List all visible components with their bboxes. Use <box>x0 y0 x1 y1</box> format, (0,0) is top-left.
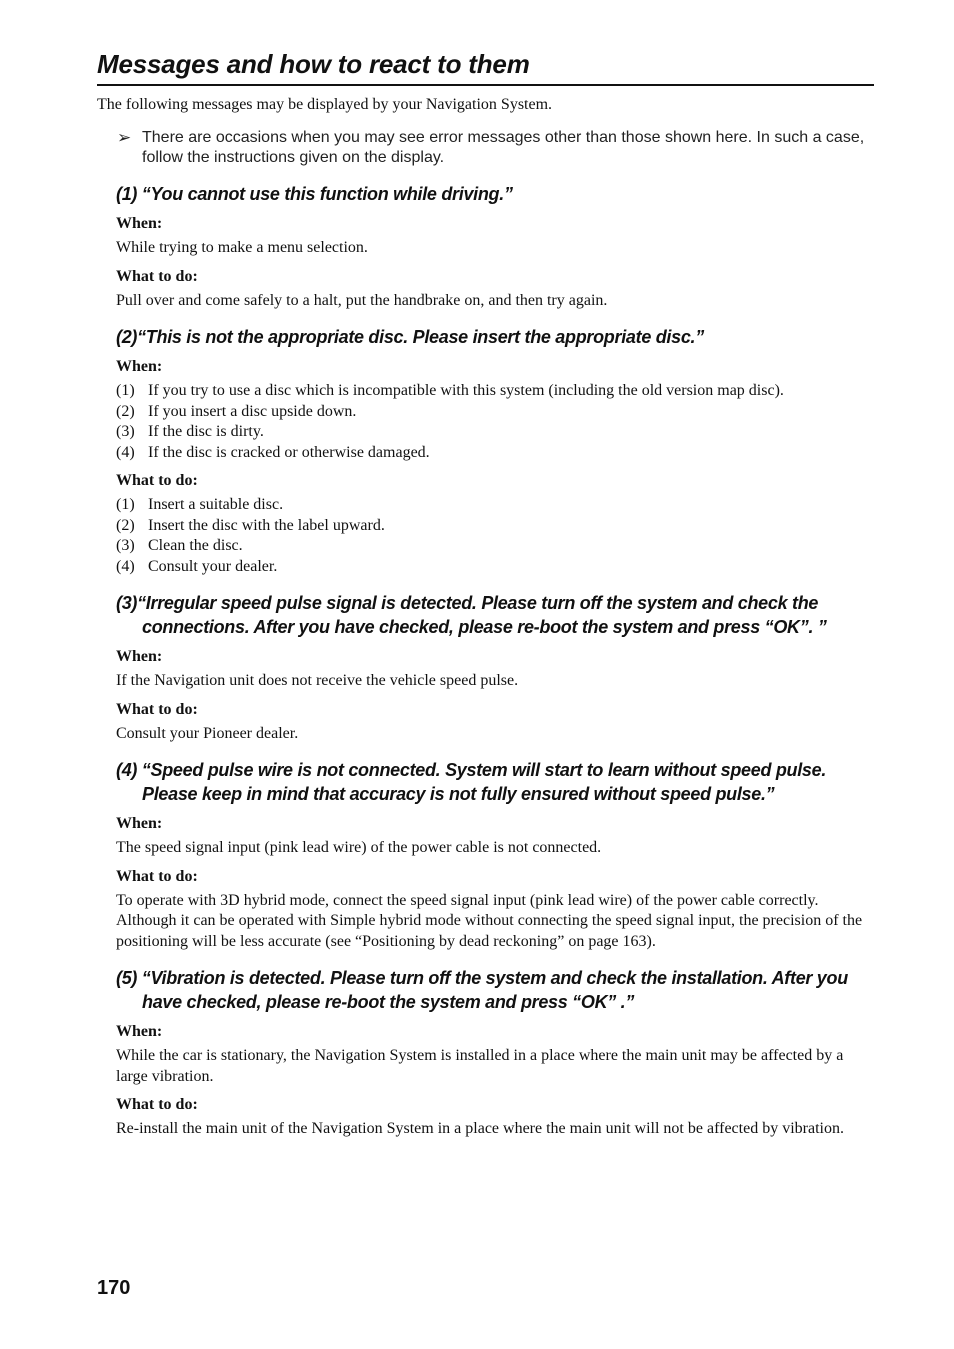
when-label: When: <box>116 648 163 665</box>
what-to-do-label: What to do: <box>116 472 198 489</box>
message-heading: (5) “Vibration is detected. Please turn off the system and check the installation. After you have checked, please re-boot the system and press “OK” .” <box>116 968 848 1012</box>
message-heading: (4) “Speed pulse wire is not connected. System will start to learn without speed pulse. Please keep in mind that accuracy is not fully ensured without speed pulse.” <box>116 760 827 804</box>
what-to-do-text: Re-install the main unit of the Navigation System in a place where the main unit will not be affected by vibration. <box>116 1120 844 1137</box>
what-to-do-label: What to do: <box>116 267 198 285</box>
list-item: (2) Insert the disc with the label upward. <box>116 516 385 534</box>
page-content <box>97 48 874 1140</box>
page-number: 170 <box>97 1277 131 1299</box>
list-item: (3) If the disc is dirty. <box>116 423 264 440</box>
note-arrow-icon: ➢ <box>117 128 132 147</box>
message-section-2 <box>116 325 874 577</box>
message-section-1 <box>116 182 874 311</box>
what-to-do-text: Consult your Pioneer dealer. <box>116 724 299 742</box>
when-label: When: <box>116 358 163 375</box>
what-to-do-label: What to do: <box>116 867 198 885</box>
when-list <box>116 381 874 463</box>
what-to-do-text: Pull over and come safely to a halt, put the handbrake on, and then try again. <box>116 291 608 309</box>
message-heading: (3)“Irregular speed pulse signal is detected. Please turn off the system and check the connections. After you have checked, please re-boot the system and press “OK”. ” <box>116 593 827 637</box>
list-item: (4) If the disc is cracked or otherwise damaged. <box>116 443 430 461</box>
what-to-do-text: To operate with 3D hybrid mode, connect the speed signal input (pink lead wire) of the power cable correctly. Although it can be operated with Simple hybrid mode without connecting the speed signal input, the precision of the positioning will be less accurate (see “Positioning by dead reckoning” on page 163). <box>116 891 863 950</box>
list-item: (1) If you try to use a disc which is incompatible with this system (including the old version map disc). <box>116 382 784 399</box>
message-heading: (1) “You cannot use this function while driving.” <box>116 184 513 204</box>
note <box>117 128 874 168</box>
what-to-do-list <box>116 495 874 577</box>
message-section-3 <box>116 591 874 744</box>
what-to-do-label: What to do: <box>116 1096 198 1113</box>
when-label: When: <box>116 815 163 832</box>
when-text: While the car is stationary, the Navigation System is installed in a place where the main unit may be affected by a large vibration. <box>116 1047 844 1085</box>
list-item: (1) Insert a suitable disc. <box>116 496 284 513</box>
when-label: When: <box>116 215 163 232</box>
list-item: (4) Consult your dealer. <box>116 557 278 575</box>
intro-text: The following messages may be displayed by your Navigation System. <box>97 96 553 113</box>
page-title: Messages and how to react to them <box>97 48 874 86</box>
message-heading: (2)“This is not the appropriate disc. Please insert the appropriate disc.” <box>116 327 704 347</box>
when-label: When: <box>116 1023 163 1040</box>
when-text: If the Navigation unit does not receive the vehicle speed pulse. <box>116 672 519 689</box>
list-item: (3) Clean the disc. <box>116 537 243 554</box>
note-text: There are occasions when you may see error messages other than those shown here. In such a case, follow the instructions given on the display. <box>142 129 865 166</box>
when-text: While trying to make a menu selection. <box>116 239 368 256</box>
what-to-do-label: What to do: <box>116 700 198 718</box>
list-item: (2) If you insert a disc upside down. <box>116 402 357 420</box>
when-text: The speed signal input (pink lead wire) of the power cable is not connected. <box>116 839 602 856</box>
message-section-5 <box>116 966 874 1140</box>
message-section-4 <box>116 758 874 952</box>
